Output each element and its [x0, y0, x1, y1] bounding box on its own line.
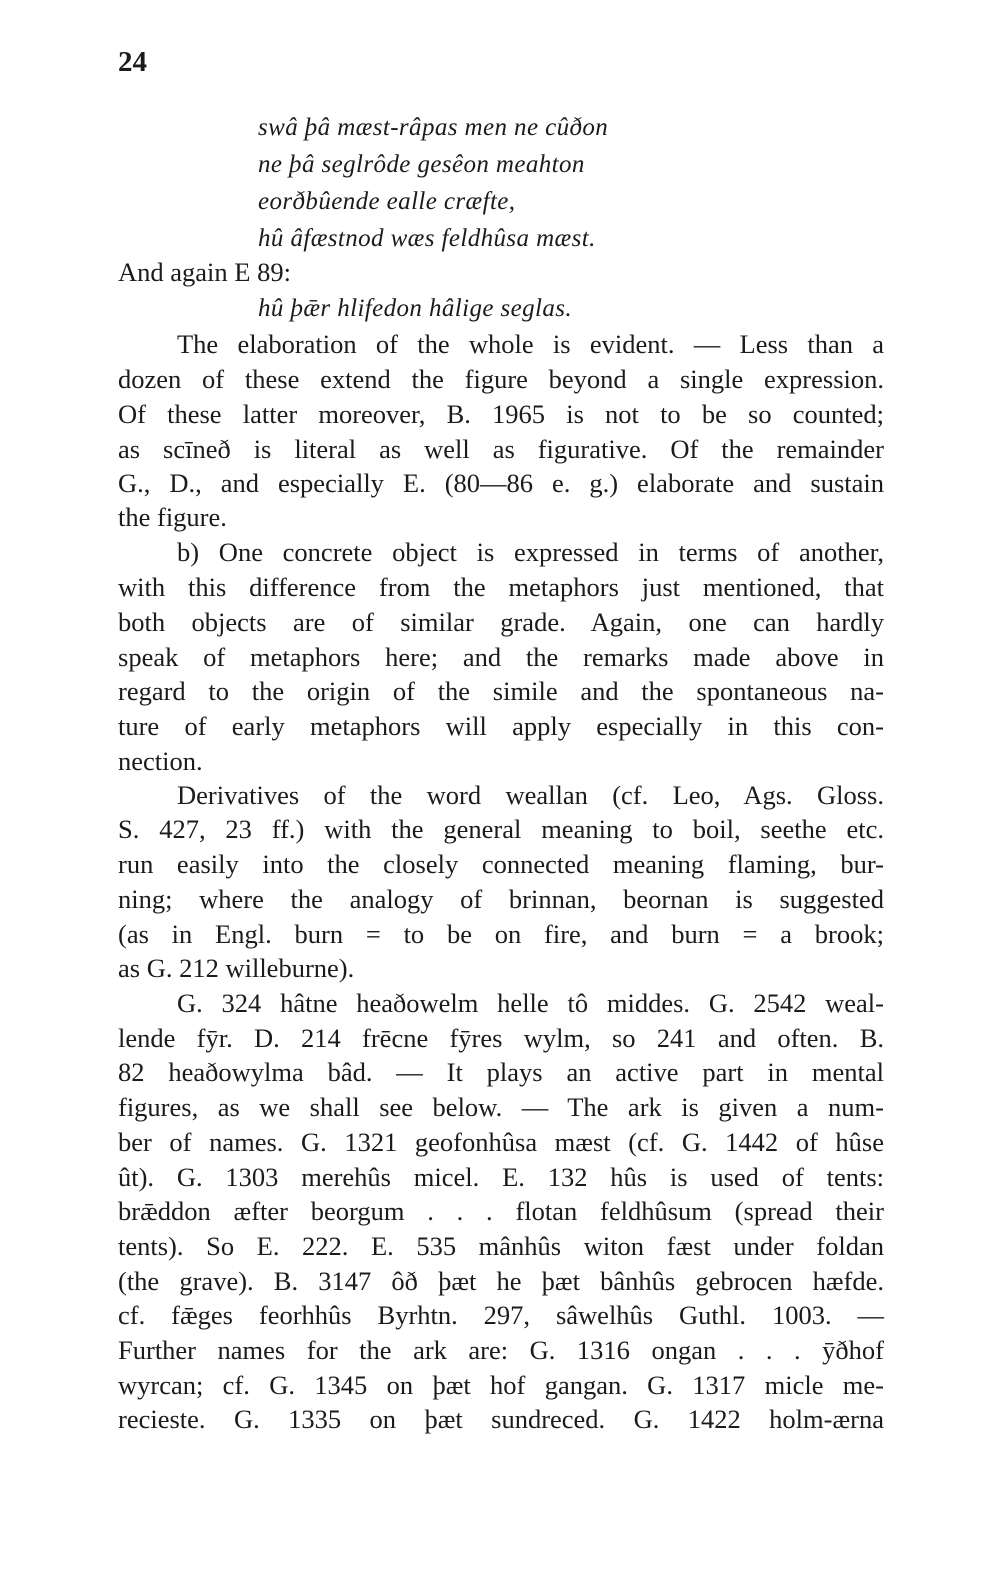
verse-line: ne þâ seglrôde gesêon meahton: [258, 151, 585, 178]
body-line: regard to the origin of the simile and the spontaneous na-: [118, 676, 884, 706]
body-line: the figure.: [118, 502, 227, 532]
body-line: ût). G. 1303 merehûs micel. E. 132 hûs is used of tents:: [118, 1162, 884, 1192]
body-line: recieste. G. 1335 on þæt sundreced. G. 1422 holm-ærna: [118, 1404, 884, 1434]
body-line: nection.: [118, 746, 203, 776]
verse-line: hû þǣr hlifedon hâlige seglas.: [258, 295, 573, 322]
body-line: lende fȳr. D. 214 frēcne fȳres wylm, so 241 and often. B.: [118, 1023, 884, 1053]
body-line: speak of metaphors here; and the remarks made above in: [118, 642, 884, 672]
body-line: And again E 89:: [118, 257, 291, 287]
body-line: The elaboration of the whole is evident. — Less than a: [177, 329, 884, 359]
body-line: b) One concrete object is expressed in terms of another,: [177, 537, 884, 567]
page-number: 24: [118, 46, 147, 78]
body-line: with this difference from the metaphors just mentioned, that: [118, 572, 884, 602]
body-line: figures, as we shall see below. — The ark is given a num-: [118, 1092, 884, 1122]
body-line: ture of early metaphors will apply especially in this con-: [118, 711, 884, 741]
body-line: dozen of these extend the figure beyond a single expression.: [118, 364, 884, 394]
body-line: ning; where the analogy of brinnan, beornan is suggested: [118, 884, 884, 914]
body-line: brǣddon æfter beorgum . . . flotan feldhûsum (spread their: [118, 1196, 884, 1226]
body-line: 82 heaðowylma bâd. — It plays an active part in mental: [118, 1057, 884, 1087]
body-line: tents). So E. 222. E. 535 mânhûs witon fæst under foldan: [118, 1231, 884, 1261]
body-line: Of these latter moreover, B. 1965 is not to be so counted;: [118, 399, 884, 429]
body-line: S. 427, 23 ff.) with the general meaning to boil, seethe etc.: [118, 814, 884, 844]
body-line: ber of names. G. 1321 geofonhûsa mæst (cf. G. 1442 of hûse: [118, 1127, 884, 1157]
body-line: (the grave). B. 3147 ôð þæt he þæt bânhûs gebrocen hæfde.: [118, 1266, 884, 1296]
verse-line: eorðbûende ealle cræfte,: [258, 188, 516, 215]
body-line: Derivatives of the word weallan (cf. Leo, Ags. Gloss.: [177, 780, 884, 810]
verse-line: swâ þâ mæst-râpas men ne cûðon: [258, 114, 609, 141]
body-line: run easily into the closely connected meaning flaming, bur-: [118, 849, 884, 879]
body-line: G., D., and especially E. (80—86 e. g.) elaborate and sustain: [118, 468, 884, 498]
body-line: as scīneð is literal as well as figurative. Of the remainder: [118, 434, 884, 464]
body-line: G. 324 hâtne heaðowelm helle tô middes. G. 2542 weal-: [177, 988, 884, 1018]
body-line: Further names for the ark are: G. 1316 ongan . . . ȳðhof: [118, 1335, 884, 1365]
verse-line: hû âfæstnod wæs feldhûsa mæst.: [258, 225, 596, 252]
body-line: both objects are of similar grade. Again, one can hardly: [118, 607, 884, 637]
body-line: as G. 212 willeburne).: [118, 953, 355, 983]
body-line: cf. fǣges feorhhûs Byrhtn. 297, sâwelhûs Guthl. 1003. —: [118, 1300, 884, 1330]
body-line: wyrcan; cf. G. 1345 on þæt hof gangan. G. 1317 micle me-: [118, 1370, 884, 1400]
body-line: (as in Engl. burn = to be on fire, and burn = a brook;: [118, 919, 884, 949]
